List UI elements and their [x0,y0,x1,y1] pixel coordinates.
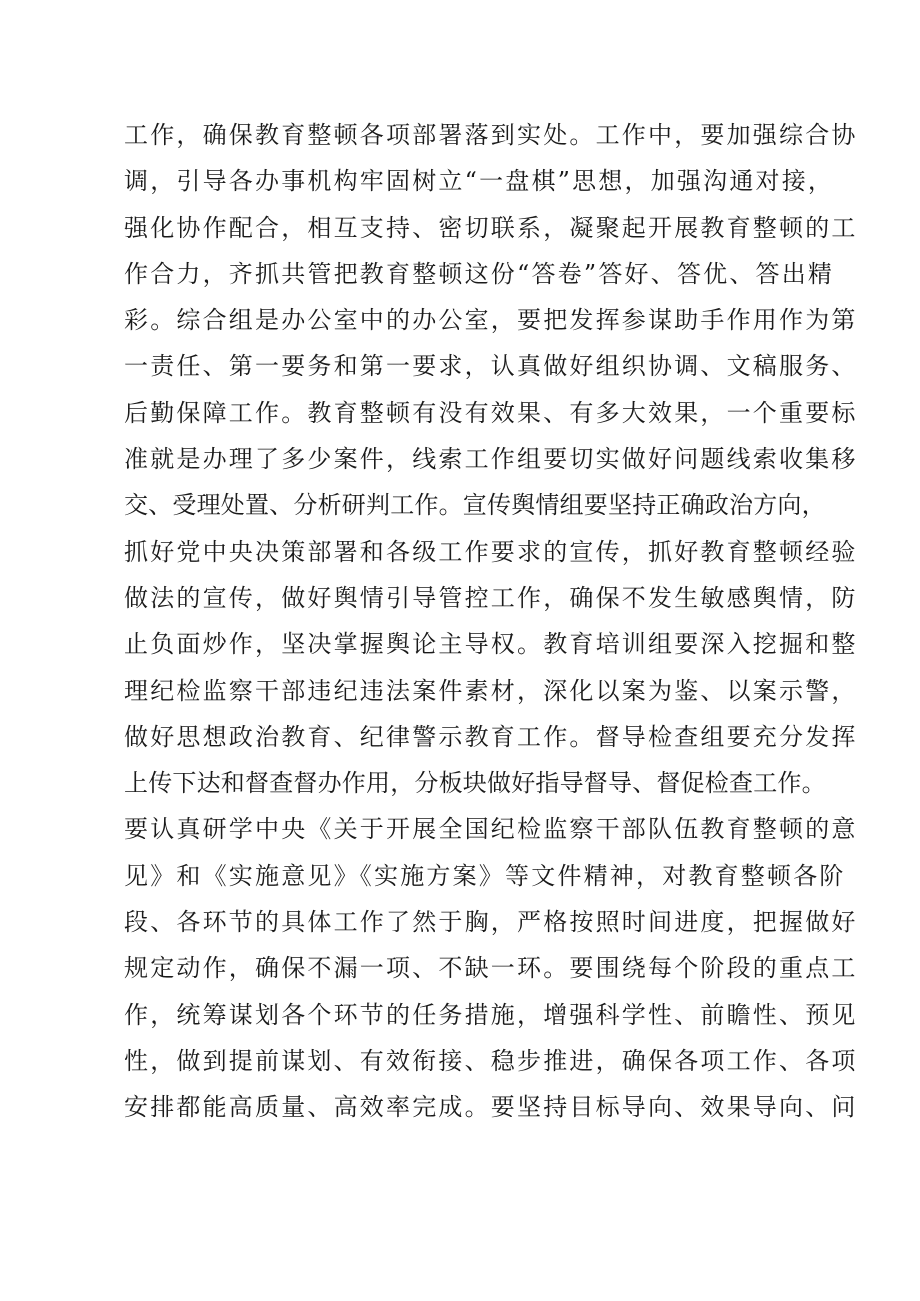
text-line: 工作，确保教育整顿各项部署落到实处。工作中，要加强综合协 [124,121,858,149]
text-line: 彩。综合组是办公室中的办公室，要把发挥参谋助手作用作为第 [124,306,858,335]
text-line: 抓好党中央决策部署和各级工作要求的宣传，抓好教育整顿经验 [124,537,858,566]
text-line: 性，做到提前谋划、有效衔接、稳步推进，确保各项工作、各项 [124,1046,858,1075]
text-line: 做法的宣传，做好舆情引导管控工作，确保不发生敏感舆情，防 [124,583,858,612]
text-line: 规定动作，确保不漏一项、不缺一环。要围绕每个阶段的重点工 [124,954,858,983]
text-line: 段、各环节的具体工作了然于胸，严格按照时间进度，把握做好 [124,908,858,937]
text-line: 作合力，齐抓共管把教育整顿这份“答卷”答好、答优、答出精 [124,259,835,288]
text-line: 作，统筹谋划各个环节的任务措施，增强科学性、前瞻性、预见 [124,1000,858,1029]
body-paragraph [124,112,858,1131]
text-line: 见》和《实施意见》《实施方案》等文件精神，对教育整顿各阶 [124,861,846,890]
text-line: 做好思想政治教育、纪律警示教育工作。督导检查组要充分发挥 [124,722,858,751]
text-line: 理纪检监察干部违纪违法案件素材，深化以案为鉴、以案示警， [124,676,858,705]
text-line: 上传下达和督查督办作用，分板块做好指导督导、督促检查工作。 [124,769,826,798]
text-line: 准就是办理了多少案件，线索工作组要切实做好问题线索收集移 [124,445,858,474]
text-line: 一责任、第一要务和第一要求，认真做好组织协调、文稿服务、 [124,352,858,381]
text-line: 安排都能高质量、高效率完成。要坚持目标导向、效果导向、问 [124,1093,858,1122]
text-line: 止负面炒作，坚决掌握舆论主导权。教育培训组要深入挖掘和整 [124,630,858,659]
text-line: 强化协作配合，相互支持、密切联系，凝聚起开展教育整顿的工 [124,213,858,242]
text-line: 调，引导各办事机构牢固树立“一盘棋”思想，加强沟通对接， [124,167,835,196]
text-line: 交、受理处置、分析研判工作。宣传舆情组要坚持正确政治方向， [124,491,826,520]
text-line: 后勤保障工作。教育整顿有没有效果、有多大效果，一个重要标 [124,398,858,427]
text-line: 要认真研学中央《关于开展全国纪检监察干部队伍教育整顿的意 [124,815,858,844]
